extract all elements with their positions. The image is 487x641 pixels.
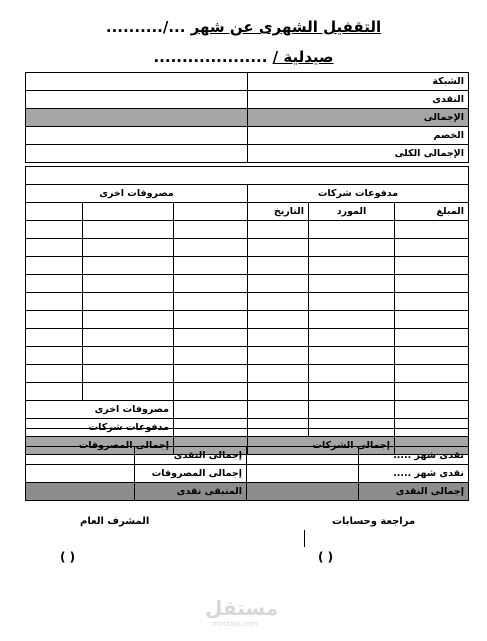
total-expenses-label: إجمالى المصروفات [135, 465, 247, 483]
column-header-row [26, 203, 469, 221]
subtitle-blanks: .................... [153, 48, 268, 66]
remaining-cash-label: المتبقى نقدى [135, 483, 247, 501]
reconciliation-table [25, 428, 469, 501]
watermark-domain: mostaql.com [212, 620, 258, 628]
cash-month-label: نقدى شهر ..... [359, 465, 469, 483]
summary-value[interactable] [26, 91, 248, 109]
summary-label: النقدى [248, 91, 469, 109]
table-row [26, 293, 469, 311]
table-row [26, 275, 469, 293]
spacer-row [26, 167, 469, 185]
title-text: التقفيل الشهرى عن شهر [190, 18, 382, 36]
text-cursor [304, 530, 305, 547]
expenses-total: إجمالى المصروفات [26, 437, 174, 455]
summary-row [26, 91, 469, 109]
other-expenses-label: مصروفات اخرى [26, 401, 174, 419]
recon-row [26, 465, 469, 483]
other-expenses-header: مصروفات اخرى [26, 185, 248, 203]
table-row [26, 257, 469, 275]
watermark-logo: مستقل [205, 596, 279, 620]
summary-value[interactable] [26, 73, 248, 91]
col-amount: المبلغ [395, 203, 469, 221]
review-signature-label: مراجعة وحسابات [332, 516, 416, 527]
companies-label: مدفوعات شركات [26, 419, 174, 437]
summary-row [26, 145, 469, 163]
summary-label: الإجمالى [248, 109, 469, 127]
recon-total-row [26, 483, 469, 501]
cash-month-label: نقدى شهر ..... [359, 447, 469, 465]
summary-label: الخصم [248, 127, 469, 145]
table-row [26, 365, 469, 383]
table-row [26, 401, 469, 419]
supervisor-signature-label: المشرف العام [80, 516, 150, 527]
section-header-row [26, 185, 469, 203]
total-cash-label: إجمالى النقدى [135, 447, 247, 465]
payments-table [25, 166, 469, 455]
summary-table [25, 72, 469, 163]
summary-value[interactable] [26, 109, 248, 127]
table-row [26, 383, 469, 401]
spacer-row [26, 429, 469, 447]
summary-label: الشبكة [248, 73, 469, 91]
col-supplier: المورد [309, 203, 395, 221]
subtitle-text: صيدلية / [272, 48, 334, 66]
table-row [26, 329, 469, 347]
companies-header: مدفوعات شركات [248, 185, 469, 203]
cash-total-label: إجمالى النقدى [359, 483, 469, 501]
summary-value[interactable] [26, 127, 248, 145]
review-signature-field[interactable]: ( ) [318, 550, 334, 564]
summary-row [26, 127, 469, 145]
table-row [26, 347, 469, 365]
summary-value[interactable] [26, 145, 248, 163]
recon-row [26, 447, 469, 465]
summary-row [26, 109, 469, 127]
table-row [26, 311, 469, 329]
table-row [26, 221, 469, 239]
supervisor-signature-field[interactable]: ( ) [60, 550, 76, 564]
col-date: التاريخ [248, 203, 309, 221]
table-row [26, 239, 469, 257]
page-title [0, 18, 487, 36]
summary-label: الإجمالى الكلى [248, 145, 469, 163]
summary-row [26, 73, 469, 91]
page-subtitle [0, 48, 487, 66]
companies-total: إجمالى الشركات [248, 437, 395, 455]
title-blanks: .../.......... [105, 18, 186, 36]
